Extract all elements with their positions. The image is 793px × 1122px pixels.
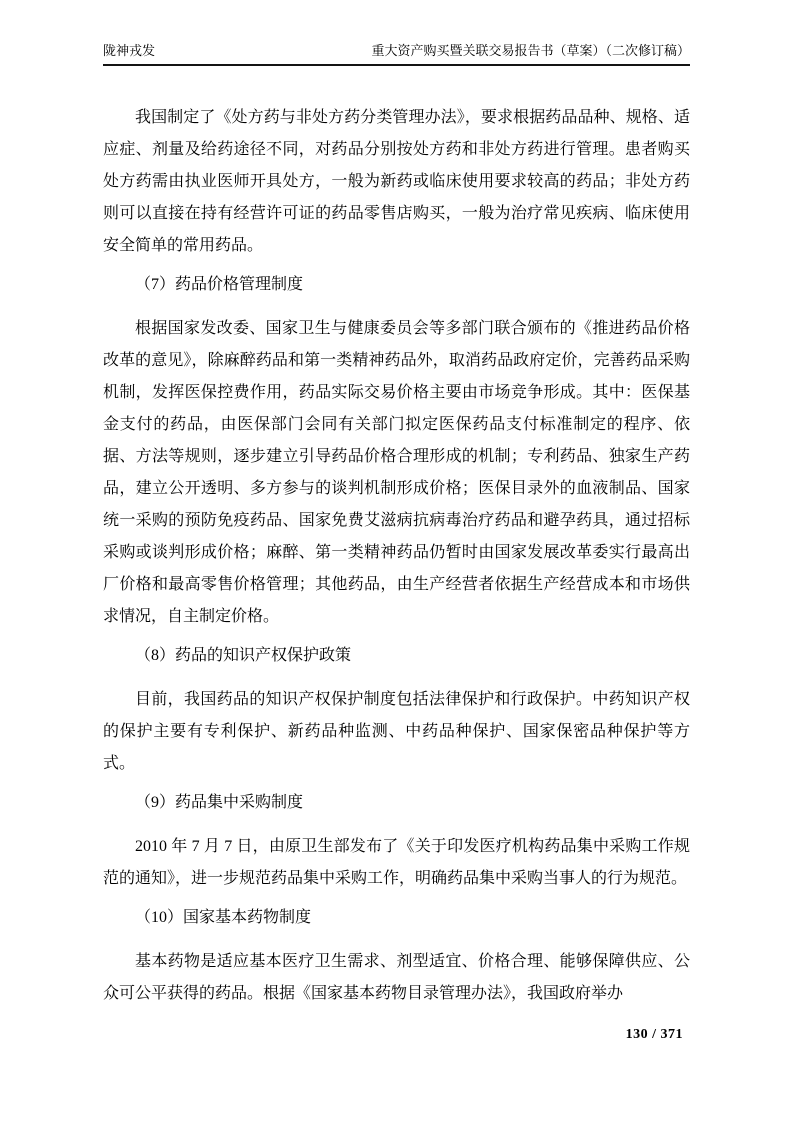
section-heading: （8）药品的知识产权保护政策	[135, 647, 352, 664]
body-paragraph: 2010 年 7 月 7 日，由原卫生部发布了《关于印发医疗机构药品集中采购工作规范的通知》，进一步规范药品集中采购工作，明确药品集中采购当事人的行为规范。	[103, 838, 690, 887]
header-right-text: 重大资产购买暨关联交易报告书（草案）（二次修订稿）	[371, 43, 690, 58]
page-number: 130 / 371	[625, 1027, 683, 1042]
document-body	[103, 102, 690, 1010]
body-paragraph: 目前，我国药品的知识产权保护制度包括法律保护和行政保护。中药知识产权的保护主要有专利保护、新药品种监测、中药品种保护、国家保密品种保护等方式。	[103, 691, 690, 772]
page-header	[103, 42, 690, 66]
body-paragraph: 基本药物是适应基本医疗卫生需求、剂型适宜、价格合理、能够保障供应、公众可公平获得的药品。根据《国家基本药物目录管理办法》，我国政府举办	[103, 953, 690, 1002]
section-heading: （9）药品集中采购制度	[135, 794, 304, 811]
section-heading: （10）国家基本药物制度	[135, 909, 312, 926]
header-left-text: 陇神戎发	[103, 43, 156, 58]
body-paragraph: 根据国家发改委、国家卫生与健康委员会等多部门联合颁布的《推进药品价格改革的意见》，除麻醉药品和第一类精神药品外，取消药品政府定价，完善药品采购机制，发挥医保控费作用，药品实际交易价格主要由市场竞争形成。其中：医保基金支付的药品，由医保部门会同有关部门拟定医保药品支付标准制定的程序、依据、方法等规则，逐步建立引导药品价格合理形成的机制；专利药品、独家生产药品，建立公开透明、多方参与的谈判机制形成价格；医保目录外的血液制品、国家统一采购的预防免疫药品、国家免费艾滋病抗病毒治疗药品和避孕药具，通过招标采购或谈判形成价格；麻醉、第一类精神药品仍暂时由国家发展改革委实行最高出厂价格和最高零售价格管理；其他药品，由生产经营者依据生产经营成本和市场供求情况，自主制定价格。	[103, 320, 690, 625]
body-paragraph: 我国制定了《处方药与非处方药分类管理办法》，要求根据药品品种、规格、适应症、剂量及给药途径不同，对药品分别按处方药和非处方药进行管理。患者购买处方药需由执业医师开具处方，一般为新药或临床使用要求较高的药品；非处方药则可以直接在持有经营许可证的药品零售店购买，一般为治疗常见疾病、临床使用安全简单的常用药品。	[103, 109, 690, 254]
section-heading: （7）药品价格管理制度	[135, 276, 304, 293]
